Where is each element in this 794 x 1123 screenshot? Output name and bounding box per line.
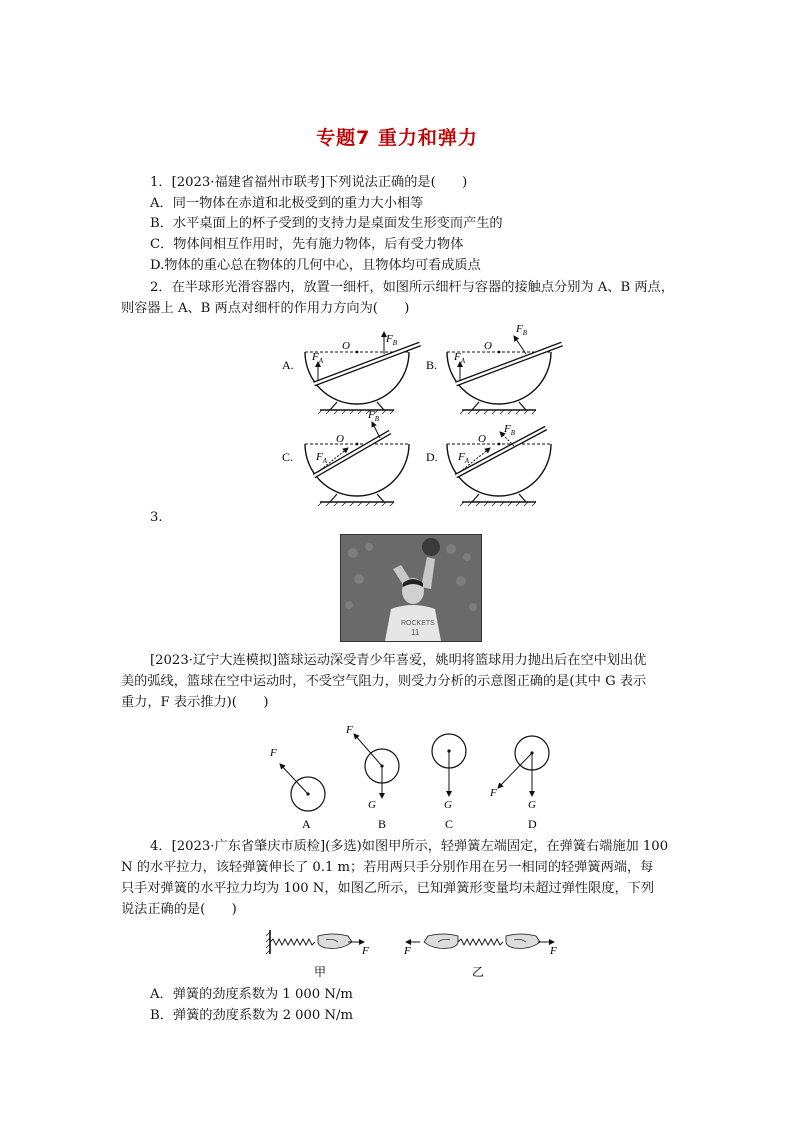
label-yi: 乙 bbox=[472, 965, 485, 979]
force-b-arrow bbox=[514, 336, 526, 354]
q3-diagram-a bbox=[269, 747, 325, 831]
q3-label-d: D bbox=[528, 817, 537, 831]
q2-label-a: A. bbox=[282, 358, 294, 372]
force-f-label: F bbox=[270, 747, 277, 759]
q4-line2: N 的水平拉力，该轻弹簧伸长了 0.1 m；若用两只手分别作用在另一相同的轻弹簧两端，每 bbox=[121, 860, 654, 875]
q3-diagram-c bbox=[432, 734, 466, 831]
force-g-label: G bbox=[368, 799, 376, 811]
right-hand-icon bbox=[506, 934, 540, 948]
force-right-label: F bbox=[550, 945, 557, 957]
force-b-label: $F_B$ bbox=[504, 423, 516, 437]
q1-option-a: A．同一物体在赤道和北极受到的重力大小相等 bbox=[150, 196, 424, 211]
jersey-number: 11 bbox=[411, 628, 420, 637]
center-point bbox=[498, 351, 501, 354]
rod bbox=[456, 344, 562, 384]
q4-spring-figures bbox=[262, 926, 562, 980]
basketball-player-illustration bbox=[341, 535, 481, 641]
force-b-label: $F_B$ bbox=[386, 333, 398, 347]
center-point bbox=[356, 351, 359, 354]
q2-line2: 则容器上 A、B 两点对细杆的作用力方向为( ) bbox=[121, 301, 410, 316]
q1-option-b: B．水平桌面上的杯子受到的支持力是桌面发生形变而产生的 bbox=[150, 216, 503, 231]
left-hand-icon bbox=[424, 934, 458, 948]
q3-diagram-b bbox=[345, 724, 399, 831]
hand-icon bbox=[318, 934, 352, 948]
force-b-label: $F_B$ bbox=[368, 409, 380, 423]
q1-option-d: D.物体的重心总在物体的几何中心，且物体均可看成质点 bbox=[150, 258, 481, 273]
spring bbox=[458, 939, 503, 945]
q3-label-c: C bbox=[445, 817, 454, 831]
q2-figure-c bbox=[282, 409, 409, 506]
jersey-text: ROCKETS bbox=[401, 620, 435, 627]
q2-figure-a bbox=[282, 332, 420, 414]
figure-jia bbox=[266, 930, 369, 979]
q2-label-d: D. bbox=[426, 450, 438, 464]
rod bbox=[456, 428, 546, 476]
force-a-label: $F_A$ bbox=[458, 451, 470, 465]
q3-line2: 美的弧线，篮球在空中运动时，不受空气阻力，则受力分析的示意图正确的是(其中 G 表示 bbox=[121, 674, 647, 689]
q3-line3: 重力，F 表示推力)( ) bbox=[121, 695, 269, 710]
q4-line1: 4．[2023·广东省肇庆市质检](多选)如图甲所示，轻弹簧左端固定，在弹簧右端施加 100 bbox=[150, 839, 669, 854]
basketball-photo bbox=[340, 534, 482, 642]
q3-label-a: A bbox=[302, 817, 311, 831]
q4-line4: 说法正确的是( ) bbox=[121, 902, 237, 917]
force-a-label: $F_A$ bbox=[312, 351, 324, 365]
basketball bbox=[422, 538, 440, 556]
force-g-label: G bbox=[528, 799, 536, 811]
q4-option-a: A．弹簧的劲度系数为 1 000 N/m bbox=[150, 987, 353, 1002]
label-jia: 甲 bbox=[314, 965, 327, 979]
force-a-label: $F_A$ bbox=[454, 351, 466, 365]
force-b-label: $F_B$ bbox=[516, 323, 528, 337]
q4-line3: 只手对弹簧的水平拉力均为 100 N，如图乙所示，已知弹簧形变量均未超过弹性限度，下列 bbox=[121, 881, 655, 896]
center-label: O bbox=[478, 433, 486, 445]
center-label: O bbox=[484, 340, 492, 352]
force-f-arrow bbox=[280, 764, 308, 794]
rod bbox=[314, 344, 420, 384]
q4-option-b: B．弹簧的劲度系数为 2 000 N/m bbox=[150, 1008, 354, 1023]
q1-stem: 1．[2023·福建省福州市联考]下列说法正确的是( ) bbox=[150, 175, 468, 190]
q3-label-b: B bbox=[378, 817, 387, 831]
force-label: F bbox=[362, 945, 369, 957]
q1-option-c: C．物体间相互作用时，先有施力物体，后有受力物体 bbox=[150, 237, 464, 252]
force-b-arrow bbox=[372, 422, 380, 438]
force-f-label: F bbox=[490, 787, 497, 799]
force-g-label: G bbox=[444, 799, 452, 811]
center-point bbox=[356, 443, 359, 446]
page-title: 专题7 重力和弹力 bbox=[316, 127, 478, 149]
q2-label-b: B. bbox=[426, 358, 438, 372]
q3-diagram-d bbox=[489, 736, 549, 831]
figure-yi bbox=[403, 934, 557, 979]
center-point bbox=[498, 443, 501, 446]
force-f-label: F bbox=[346, 724, 353, 736]
q3-line1: [2023·辽宁大连模拟]篮球运动深受青少年喜爱，姚明将篮球用力抛出后在空中划出优 bbox=[150, 653, 647, 668]
rod bbox=[314, 432, 390, 476]
q3-number: 3. bbox=[150, 510, 163, 525]
force-a-label: $F_A$ bbox=[316, 451, 328, 465]
q2-figures bbox=[280, 322, 550, 502]
spring bbox=[270, 939, 315, 945]
q3-force-diagrams bbox=[262, 716, 562, 834]
q2-figure-d bbox=[426, 423, 551, 506]
center-label: O bbox=[336, 433, 344, 445]
force-left-label: F bbox=[404, 945, 411, 957]
q2-label-c: C. bbox=[282, 450, 294, 464]
force-f-arrow bbox=[498, 753, 532, 788]
q2-line1: 2．在半球形光滑容器内，放置一细杆，如图所示细杆与容器的接触点分别为 A、B 两点， bbox=[150, 280, 674, 295]
q2-figure-b bbox=[426, 323, 562, 414]
center-label: O bbox=[342, 340, 350, 352]
